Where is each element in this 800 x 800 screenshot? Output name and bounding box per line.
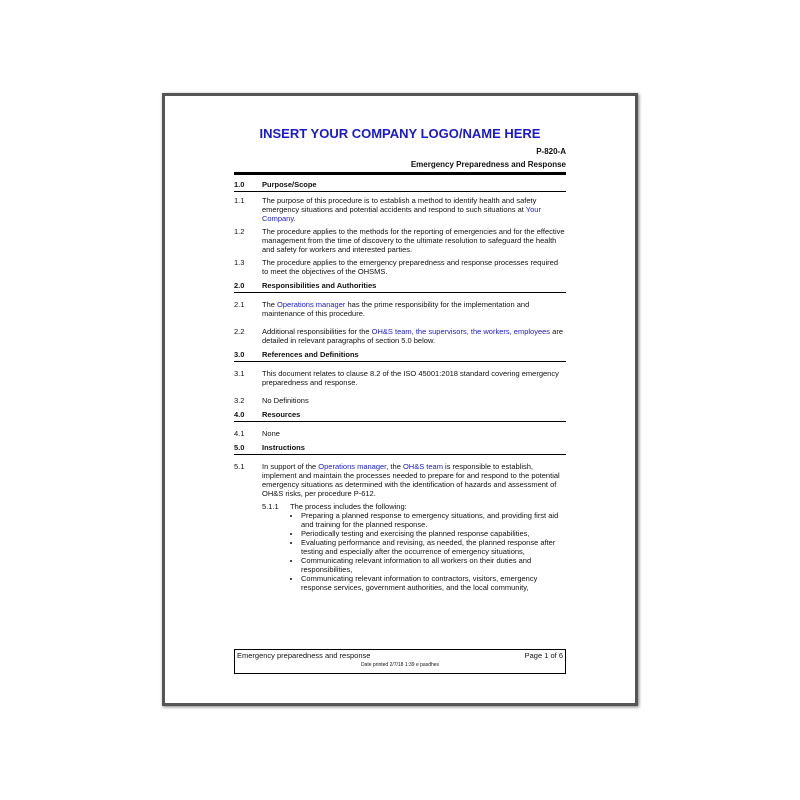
section-heading [234, 405, 566, 422]
sub-paragraph [262, 502, 566, 592]
bullet-item: • Evaluating performance and revising, as needed, the planned response after testing and especially after the occurrence of emergency situations, [301, 538, 566, 556]
sub-paragraph-number: 5.1.1 [262, 502, 279, 511]
bullet-item: • Communicating relevant information to contractors, visitors, emergency response services, government authorities, and the local community, [301, 574, 566, 592]
paragraph [234, 327, 566, 345]
section-title: Resources [262, 410, 301, 419]
paragraph [234, 462, 566, 498]
paragraph-tail: . [293, 214, 296, 223]
page-footer [234, 649, 566, 674]
paragraph-number: 2.1 [234, 300, 245, 309]
section-heading [234, 438, 566, 455]
paragraph [234, 396, 566, 405]
section-title: Purpose/Scope [262, 180, 317, 189]
paragraph-number: 1.1 [234, 196, 245, 205]
paragraph [234, 258, 566, 276]
document-title: Emergency Preparedness and Response [410, 160, 566, 169]
section-heading [234, 276, 566, 293]
paragraph [234, 227, 566, 254]
paragraph [234, 369, 566, 387]
paragraph-text: No Definitions [262, 396, 309, 405]
bullet-item: • Preparing a planned response to emergency situations, and providing first aid and training for the planned response. [301, 511, 566, 529]
paragraph-pre: The [262, 300, 278, 309]
paragraph [234, 196, 566, 223]
footer-print-date: Date printed 2/7/18 1:39 e pasdhes [360, 662, 440, 668]
document-number: P-820-A [536, 147, 566, 156]
bullet-item: • Periodically testing and exercising the planned response capabilities, [301, 529, 566, 538]
sub-paragraph-text: The process includes the following: [290, 502, 407, 511]
paragraph-text: This document relates to clause 8.2 of the ISO 45001:2018 standard covering emergency preparedness and response. [262, 369, 559, 387]
section-title: References and Definitions [262, 350, 359, 359]
footer-row [235, 650, 565, 661]
paragraph [234, 429, 566, 438]
section-title: Responsibilities and Authorities [262, 281, 377, 290]
document-page [165, 96, 635, 703]
paragraph-text [262, 300, 566, 318]
section-heading [234, 345, 566, 362]
section-title: Instructions [262, 443, 305, 452]
footer-document-name: Emergency preparedness and response [237, 651, 371, 660]
paragraph-number: 1.3 [234, 258, 245, 267]
role-placeholder: OH&S team, the supervisors, the workers, employees [371, 327, 551, 336]
paragraph-text: The procedure applies to the emergency preparedness and response processes required to meet the objectives of the OHSMS. [262, 258, 559, 276]
paragraph-text [262, 327, 566, 345]
paragraph-number: 4.1 [234, 429, 245, 438]
section-heading [234, 175, 566, 192]
role-placeholder: Operations manager [318, 462, 387, 471]
paragraph-body: is responsible to establish, implement and maintain the processes needed to prepare for and respond to the potential emergency situations as determined with the identification of hazards and assessment of OH&S risks, per procedure P-612. [262, 462, 560, 498]
bullet-list [290, 511, 566, 592]
footer-page-number: Page 1 of 6 [524, 651, 563, 660]
sub-paragraph-body [290, 502, 566, 592]
paragraph-body: The purpose of this procedure is to establish a method to identify health and safety emergency situations and potential accidents and respond to such situations at [262, 196, 537, 214]
section-number: 4.0 [234, 410, 245, 419]
section-number: 2.0 [234, 281, 245, 290]
document-content [234, 126, 566, 592]
paragraph-text: The procedure applies to the methods for the reporting of emergencies and for the effective management from the time of discovery to the ultimate resolution to safeguard the health and safety for workers and interested parties. [262, 227, 565, 254]
paragraph-text: None [262, 429, 280, 438]
paragraph-number: 3.1 [234, 369, 245, 378]
bullet-item: • Communicating relevant information to all workers on their duties and responsibilities, [301, 556, 566, 574]
paragraph-number: 5.1 [234, 462, 245, 471]
paragraph-number: 1.2 [234, 227, 245, 236]
paragraph-pre: Additional responsibilities for the [262, 327, 372, 336]
role-placeholder: Operations manager [277, 300, 346, 309]
paragraph-body: are detailed in relevant paragraphs of section 5.0 below. [262, 327, 563, 345]
paragraph-number: 3.2 [234, 396, 245, 405]
paragraph-number: 2.2 [234, 327, 245, 336]
paragraph-pre: In support of the [262, 462, 319, 471]
paragraph-text [262, 196, 566, 223]
document-preview-frame [162, 93, 638, 706]
company-logo-placeholder: INSERT YOUR COMPANY LOGO/NAME HERE [259, 126, 541, 141]
paragraph-text [262, 462, 566, 498]
company-name-placeholder: Your Company [262, 205, 541, 223]
section-number: 1.0 [234, 180, 245, 189]
role-placeholder: OH&S team [402, 462, 443, 471]
paragraph-body: has the prime responsibility for the implementation and maintenance of this procedure. [262, 300, 530, 318]
paragraph-mid: , the [386, 462, 403, 471]
section-number: 5.0 [234, 443, 245, 452]
section-number: 3.0 [234, 350, 245, 359]
paragraph [234, 300, 566, 318]
